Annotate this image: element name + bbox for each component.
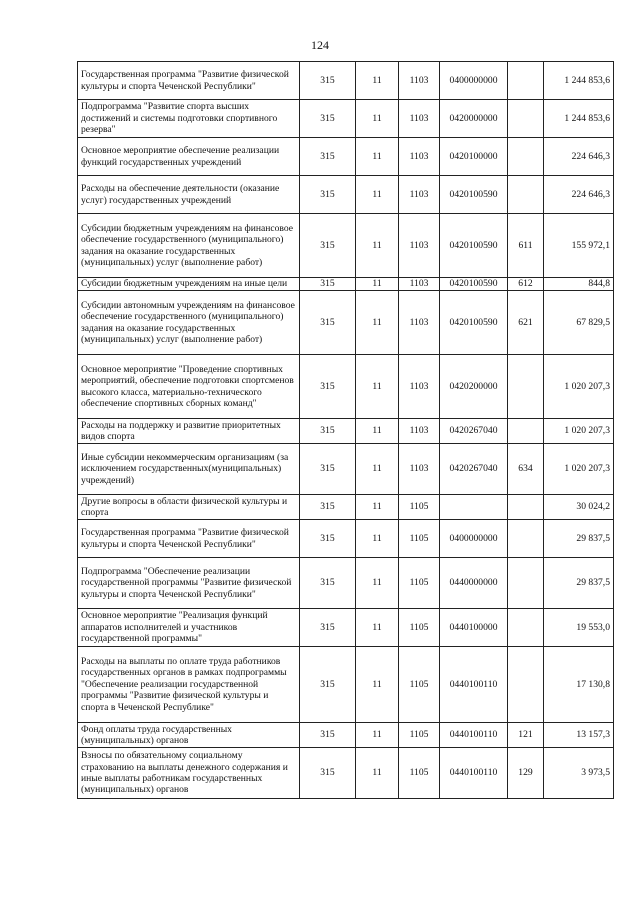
sum-cell: 67 829,5 (544, 291, 614, 355)
rz-code-cell: 11 (356, 355, 399, 419)
vr-code-cell (508, 495, 544, 520)
ved-code-cell: 315 (300, 278, 356, 291)
row-name-cell: Подпрограмма "Обеспечение реализации государственной программы "Развитие физической культуры и спорта Чеченской Республики" (78, 558, 300, 609)
sum-cell: 17 130,8 (544, 647, 614, 723)
ved-code-cell: 315 (300, 355, 356, 419)
table-row (78, 558, 614, 609)
row-name-cell: Взносы по обязательному социальному страхованию на выплаты денежного содержания и иные выплаты работникам государственных (муниципальных) органов (78, 748, 300, 799)
ved-code-cell: 315 (300, 495, 356, 520)
ved-code-cell: 315 (300, 444, 356, 495)
csr-code-cell (440, 495, 508, 520)
rz-code-cell: 11 (356, 647, 399, 723)
ved-code-cell: 315 (300, 609, 356, 647)
pr-code-cell: 1103 (399, 278, 440, 291)
csr-code-cell: 0420267040 (440, 444, 508, 495)
pr-code-cell: 1105 (399, 609, 440, 647)
sum-cell: 3 973,5 (544, 748, 614, 799)
vr-code-cell (508, 609, 544, 647)
rz-code-cell: 11 (356, 558, 399, 609)
csr-code-cell: 0440100000 (440, 609, 508, 647)
page-number: 124 (311, 38, 329, 52)
row-name-cell: Иные субсидии некоммерческим организациям (за исключением государственных(муниципальных) учреждений) (78, 444, 300, 495)
table-row (78, 495, 614, 520)
table-row (78, 278, 614, 291)
rz-code-cell: 11 (356, 100, 399, 138)
rz-code-cell: 11 (356, 419, 399, 444)
rz-code-cell: 11 (356, 748, 399, 799)
pr-code-cell: 1105 (399, 647, 440, 723)
table-row (78, 444, 614, 495)
pr-code-cell: 1103 (399, 419, 440, 444)
sum-cell: 155 972,1 (544, 214, 614, 278)
row-name-cell: Расходы на поддержку и развитие приоритетных видов спорта (78, 419, 300, 444)
row-name-cell: Субсидии бюджетным учреждениям на финансовое обеспечение государственного (муниципального) задания на оказание государственных (муниципальных) услуг (выполнение работ) (78, 214, 300, 278)
rz-code-cell: 11 (356, 278, 399, 291)
row-name-cell: Субсидии автономным учреждениям на финансовое обеспечение государственного (муниципального) задания на оказание государственных (муниципальных) услуг (выполнение работ) (78, 291, 300, 355)
vr-code-cell (508, 176, 544, 214)
csr-code-cell: 0440000000 (440, 558, 508, 609)
table-row (78, 138, 614, 176)
table-row (78, 355, 614, 419)
sum-cell: 1 020 207,3 (544, 355, 614, 419)
table-row (78, 609, 614, 647)
table-row (78, 520, 614, 558)
ved-code-cell: 315 (300, 138, 356, 176)
sum-cell: 30 024,2 (544, 495, 614, 520)
table-row (78, 419, 614, 444)
rz-code-cell: 11 (356, 609, 399, 647)
row-name-cell: Государственная программа "Развитие физической культуры и спорта Чеченской Республики" (78, 520, 300, 558)
row-name-cell: Государственная программа "Развитие физической культуры и спорта Чеченской Республики" (78, 62, 300, 100)
row-name-cell: Основное мероприятие обеспечение реализации функций государственных учреждений (78, 138, 300, 176)
ved-code-cell: 315 (300, 176, 356, 214)
ved-code-cell: 315 (300, 748, 356, 799)
rz-code-cell: 11 (356, 723, 399, 748)
vr-code-cell (508, 520, 544, 558)
sum-cell: 224 646,3 (544, 176, 614, 214)
sum-cell: 29 837,5 (544, 520, 614, 558)
row-name-cell: Расходы на выплаты по оплате труда работников государственных органов в рамках подпрограммы "Обеспечение реализации государственной программы "Развитие физической культуры и спорта в Чеченской Республике" (78, 647, 300, 723)
row-name-cell: Подпрограмма "Развитие спорта высших достижений и системы подготовки спортивного резерва" (78, 100, 300, 138)
vr-code-cell (508, 558, 544, 609)
vr-code-cell: 612 (508, 278, 544, 291)
row-name-cell: Основное мероприятие "Проведение спортивных мероприятий, обеспечение подготовки спортсменов высокого класса, материально-технического обеспечение спортивных сборных команд" (78, 355, 300, 419)
csr-code-cell: 0440100110 (440, 723, 508, 748)
table-row (78, 214, 614, 278)
ved-code-cell: 315 (300, 558, 356, 609)
ved-code-cell: 315 (300, 647, 356, 723)
pr-code-cell: 1105 (399, 495, 440, 520)
row-name-cell: Субсидии бюджетным учреждениям на иные цели (78, 278, 300, 291)
row-name-cell: Расходы на обеспечение деятельности (оказание услуг) государственных учреждений (78, 176, 300, 214)
vr-code-cell (508, 355, 544, 419)
sum-cell: 1 020 207,3 (544, 444, 614, 495)
sum-cell: 19 553,0 (544, 609, 614, 647)
table-row (78, 723, 614, 748)
row-name-cell: Фонд оплаты труда государственных (муниципальных) органов (78, 723, 300, 748)
table-row (78, 291, 614, 355)
vr-code-cell: 634 (508, 444, 544, 495)
csr-code-cell: 0420000000 (440, 100, 508, 138)
rz-code-cell: 11 (356, 138, 399, 176)
csr-code-cell: 0420267040 (440, 419, 508, 444)
csr-code-cell: 0420200000 (440, 355, 508, 419)
csr-code-cell: 0420100590 (440, 214, 508, 278)
sum-cell: 844,8 (544, 278, 614, 291)
vr-code-cell: 121 (508, 723, 544, 748)
csr-code-cell: 0400000000 (440, 520, 508, 558)
rz-code-cell: 11 (356, 176, 399, 214)
rz-code-cell: 11 (356, 291, 399, 355)
sum-cell: 1 244 853,6 (544, 100, 614, 138)
pr-code-cell: 1103 (399, 100, 440, 138)
vr-code-cell (508, 419, 544, 444)
ved-code-cell: 315 (300, 520, 356, 558)
pr-code-cell: 1103 (399, 444, 440, 495)
sum-cell: 1 020 207,3 (544, 419, 614, 444)
table-row (78, 62, 614, 100)
sum-cell: 13 157,3 (544, 723, 614, 748)
budget-table (77, 61, 614, 799)
rz-code-cell: 11 (356, 62, 399, 100)
rz-code-cell: 11 (356, 444, 399, 495)
ved-code-cell: 315 (300, 419, 356, 444)
csr-code-cell: 0420100000 (440, 138, 508, 176)
row-name-cell: Другие вопросы в области физической культуры и спорта (78, 495, 300, 520)
pr-code-cell: 1105 (399, 748, 440, 799)
csr-code-cell: 0420100590 (440, 278, 508, 291)
rz-code-cell: 11 (356, 495, 399, 520)
pr-code-cell: 1105 (399, 558, 440, 609)
ved-code-cell: 315 (300, 291, 356, 355)
sum-cell: 1 244 853,6 (544, 62, 614, 100)
pr-code-cell: 1103 (399, 176, 440, 214)
rz-code-cell: 11 (356, 520, 399, 558)
csr-code-cell: 0440100110 (440, 647, 508, 723)
ved-code-cell: 315 (300, 214, 356, 278)
pr-code-cell: 1105 (399, 520, 440, 558)
vr-code-cell (508, 100, 544, 138)
csr-code-cell: 0440100110 (440, 748, 508, 799)
table-row (78, 176, 614, 214)
pr-code-cell: 1103 (399, 138, 440, 176)
pr-code-cell: 1103 (399, 355, 440, 419)
vr-code-cell (508, 62, 544, 100)
pr-code-cell: 1103 (399, 214, 440, 278)
csr-code-cell: 0420100590 (440, 291, 508, 355)
vr-code-cell (508, 138, 544, 176)
vr-code-cell: 611 (508, 214, 544, 278)
table-row (78, 647, 614, 723)
sum-cell: 224 646,3 (544, 138, 614, 176)
vr-code-cell: 621 (508, 291, 544, 355)
ved-code-cell: 315 (300, 62, 356, 100)
pr-code-cell: 1105 (399, 723, 440, 748)
vr-code-cell (508, 647, 544, 723)
table-row (78, 100, 614, 138)
rz-code-cell: 11 (356, 214, 399, 278)
vr-code-cell: 129 (508, 748, 544, 799)
csr-code-cell: 0420100590 (440, 176, 508, 214)
budget-table-body (78, 62, 614, 799)
sum-cell: 29 837,5 (544, 558, 614, 609)
ved-code-cell: 315 (300, 723, 356, 748)
csr-code-cell: 0400000000 (440, 62, 508, 100)
pr-code-cell: 1103 (399, 291, 440, 355)
row-name-cell: Основное мероприятие "Реализация функций аппаратов исполнителей и участников государственной программы" (78, 609, 300, 647)
pr-code-cell: 1103 (399, 62, 440, 100)
ved-code-cell: 315 (300, 100, 356, 138)
table-row (78, 748, 614, 799)
